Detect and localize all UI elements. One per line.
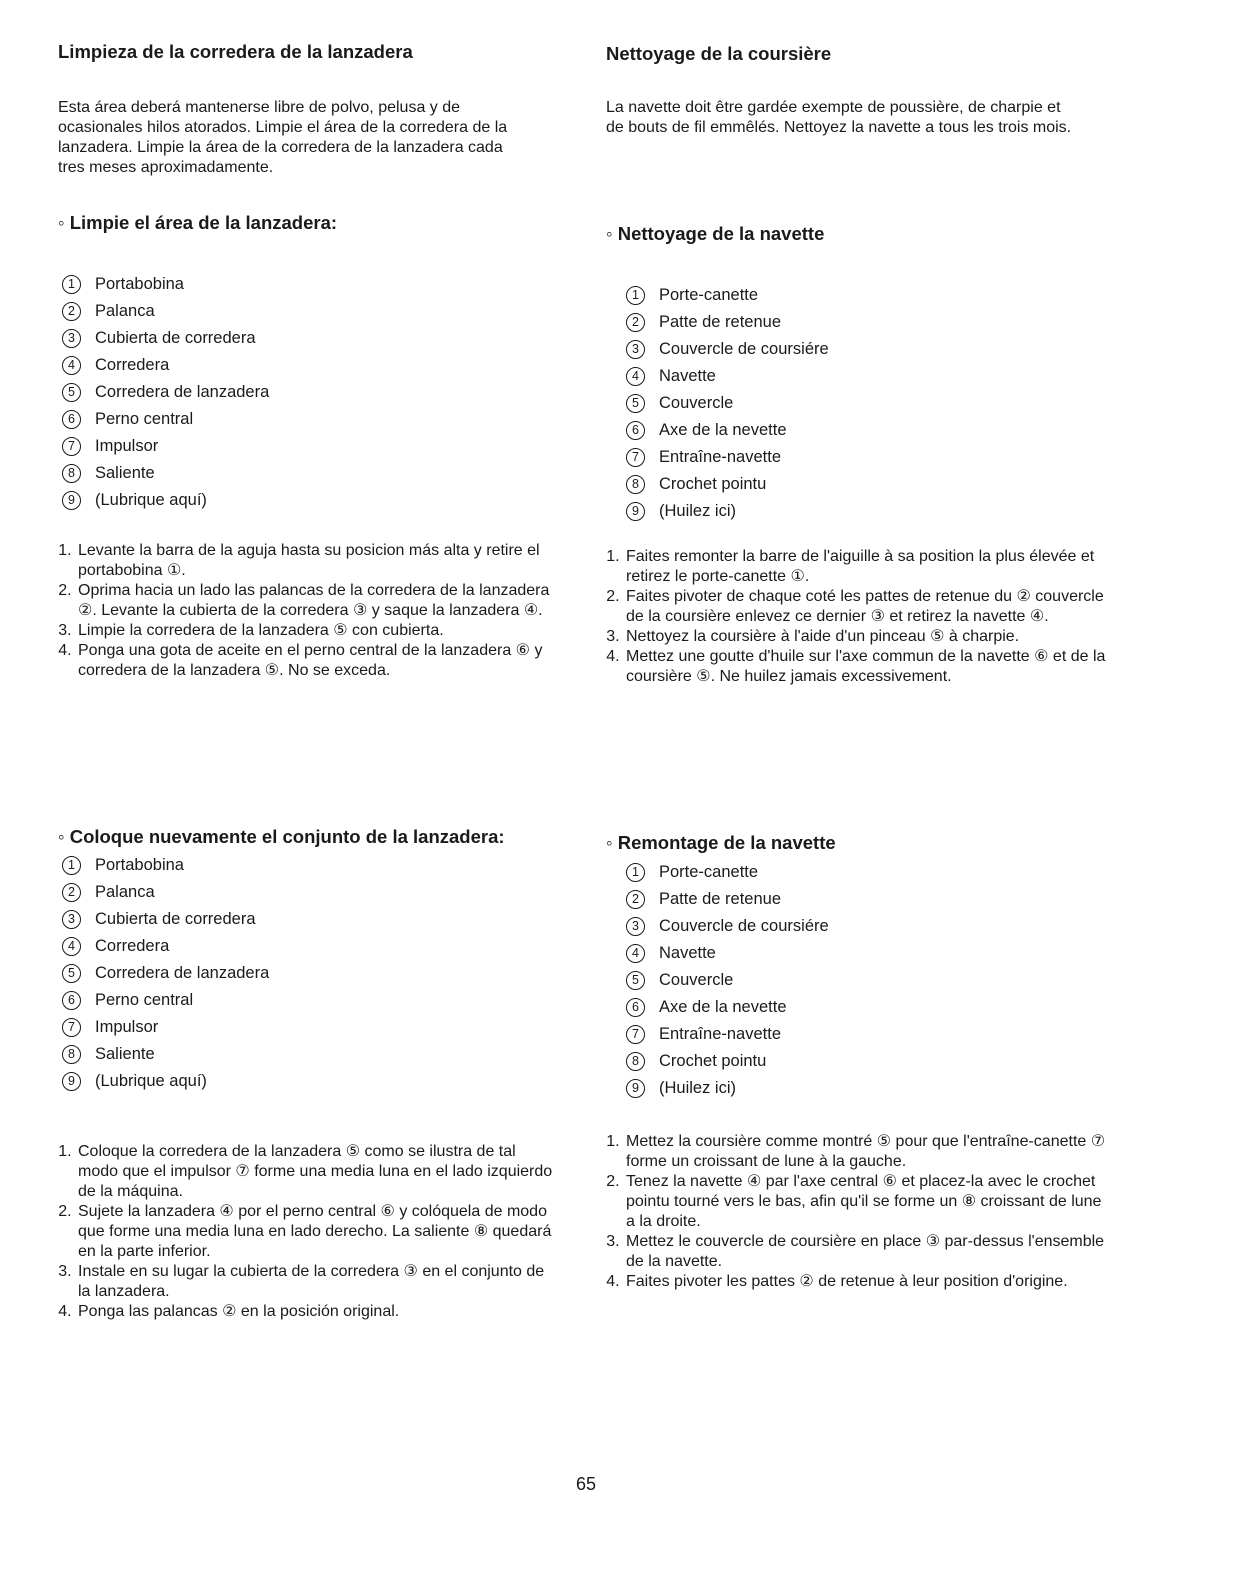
part-item bbox=[626, 913, 1162, 940]
circled-number-icon: 1 bbox=[62, 275, 81, 294]
clean-parts bbox=[622, 282, 1162, 525]
part-label: Crochet pointu bbox=[659, 475, 767, 493]
circled-number-icon: 9 bbox=[62, 491, 81, 510]
step-item: 2. Sujete la lanzadera ④ por el perno central ⑥ y colóquela de modo que forme una media luna en lado derecho. La saliente ⑧ quedará en la parte inferior. bbox=[76, 1202, 558, 1262]
part-label: Palanca bbox=[95, 883, 155, 901]
step-item: 4. Faites pivoter les pattes ② de retenue à leur position d'origine. bbox=[624, 1272, 1106, 1292]
circled-number-icon: 1 bbox=[62, 856, 81, 875]
circled-number-icon: 2 bbox=[62, 883, 81, 902]
part-label: Corredera de lanzadera bbox=[95, 964, 270, 982]
intro-paragraph: Esta área deberá mantenerse libre de polvo, pelusa y de ocasionales hilos atorados. Limpie el área de la corredera de la lanzadera. Limpie la área de la corredera de la lanzadera cada tres meses aproximadamente. bbox=[58, 99, 508, 176]
part-item bbox=[62, 1068, 618, 1095]
step-item: 2. Tenez la navette ④ par l'axe central ⑥ et placez-la avec le crochet pointu tourné vers le bas, afin qu'il se forme un ⑧ croissant de lune a la droite. bbox=[624, 1172, 1106, 1232]
intro-paragraph: La navette doit être gardée exempte de poussière, de charpie et de bouts de fil emmêlés. Nettoyez la navette a tous les trois mois. bbox=[606, 99, 1072, 136]
section-title bbox=[58, 40, 618, 64]
part-item bbox=[626, 390, 1162, 417]
part-item bbox=[62, 1041, 618, 1068]
circled-number-icon: 5 bbox=[626, 971, 645, 990]
bullet-icon: ◦ bbox=[58, 212, 70, 233]
steps-list bbox=[606, 547, 1106, 687]
heading-spanish: Limpieza de la corredera de la lanzadera bbox=[58, 41, 413, 62]
part-label: Palanca bbox=[95, 302, 155, 320]
part-item bbox=[62, 933, 618, 960]
circled-number-icon: 1 bbox=[626, 863, 645, 882]
part-item bbox=[62, 487, 618, 514]
reassemble-steps bbox=[58, 1142, 558, 1322]
circled-number-icon: 7 bbox=[626, 448, 645, 467]
part-item bbox=[626, 1048, 1162, 1075]
circled-number-icon: 6 bbox=[62, 410, 81, 429]
part-label: Couvercle de coursiére bbox=[659, 340, 829, 358]
part-label: Patte de retenue bbox=[659, 313, 782, 331]
part-item bbox=[626, 309, 1162, 336]
part-item bbox=[626, 994, 1162, 1021]
circled-number-icon: 7 bbox=[626, 1025, 645, 1044]
circled-number-icon: 8 bbox=[62, 464, 81, 483]
clean-steps bbox=[606, 547, 1106, 687]
clean-heading: Nettoyage de la navette bbox=[617, 223, 825, 244]
circled-number-icon: 7 bbox=[62, 437, 81, 456]
part-label: Corredera bbox=[95, 937, 170, 955]
step-item: 4. Mettez une goutte d'huile sur l'axe commun de la navette ⑥ et de la coursière ⑤. Ne huilez jamais excessivement. bbox=[624, 647, 1106, 687]
parts-list bbox=[58, 852, 618, 1095]
circled-number-icon: 5 bbox=[626, 394, 645, 413]
part-label: Cubierta de corredera bbox=[95, 329, 256, 347]
circled-number-icon: 2 bbox=[62, 302, 81, 321]
part-item bbox=[626, 363, 1162, 390]
part-item bbox=[62, 433, 618, 460]
step-item: 2. Oprima hacia un lado las palancas de la corredera de la lanzadera ②. Levante la cubierta de la corredera ③ y saque la lanzadera ④. bbox=[76, 581, 558, 621]
circled-number-icon: 6 bbox=[626, 998, 645, 1017]
parts-list bbox=[622, 282, 1162, 525]
part-item bbox=[62, 298, 618, 325]
part-item bbox=[626, 282, 1162, 309]
circled-number-icon: 8 bbox=[626, 475, 645, 494]
part-label: Saliente bbox=[95, 464, 155, 482]
steps-list bbox=[606, 1132, 1106, 1292]
heading-french: Nettoyage de la coursière bbox=[606, 43, 832, 64]
step-item: 3. Limpie la corredera de la lanzadera ⑤ con cubierta. bbox=[76, 621, 558, 641]
part-item bbox=[626, 471, 1162, 498]
part-item bbox=[62, 987, 618, 1014]
circled-number-icon: 2 bbox=[626, 313, 645, 332]
part-label: Porte-canette bbox=[659, 286, 759, 304]
part-label: Crochet pointu bbox=[659, 1052, 767, 1070]
part-item bbox=[626, 417, 1162, 444]
circled-number-icon: 8 bbox=[626, 1052, 645, 1071]
circled-number-icon: 3 bbox=[626, 917, 645, 936]
part-item bbox=[626, 444, 1162, 471]
circled-number-icon: 9 bbox=[62, 1072, 81, 1091]
part-item bbox=[626, 1021, 1162, 1048]
part-label: Cubierta de corredera bbox=[95, 910, 256, 928]
part-label: Axe de la nevette bbox=[659, 421, 787, 439]
step-item: 2. Faites pivoter de chaque coté les pattes de retenue du ② couvercle de la coursière enlevez ce dernier ③ et retirez la navette ④. bbox=[624, 587, 1106, 627]
part-label: Entraîne-navette bbox=[659, 1025, 781, 1043]
page-number: 65 bbox=[575, 1474, 597, 1494]
circled-number-icon: 8 bbox=[62, 1045, 81, 1064]
circled-number-icon: 4 bbox=[626, 367, 645, 386]
circled-number-icon: 1 bbox=[626, 286, 645, 305]
parts-list bbox=[622, 859, 1162, 1102]
part-item bbox=[62, 352, 618, 379]
circled-number-icon: 6 bbox=[626, 421, 645, 440]
part-item bbox=[626, 967, 1162, 994]
reassemble-parts bbox=[622, 859, 1162, 1102]
circled-number-icon: 5 bbox=[62, 383, 81, 402]
part-label: (Lubrique aquí) bbox=[95, 491, 207, 509]
part-label: Perno central bbox=[95, 991, 194, 1009]
circled-number-icon: 6 bbox=[62, 991, 81, 1010]
part-item bbox=[62, 271, 618, 298]
step-item: 3. Instale en su lugar la cubierta de la corredera ③ en el conjunto de la lanzadera. bbox=[76, 1262, 558, 1302]
part-item bbox=[626, 859, 1162, 886]
part-label: Couvercle de coursiére bbox=[659, 917, 829, 935]
part-label: Couvercle bbox=[659, 971, 734, 989]
part-label: Corredera bbox=[95, 356, 170, 374]
parts-list bbox=[58, 271, 618, 514]
steps-list bbox=[58, 1142, 558, 1322]
part-label: Portabobina bbox=[95, 856, 184, 874]
circled-number-icon: 4 bbox=[62, 356, 81, 375]
intro-block bbox=[58, 98, 528, 178]
circled-number-icon: 7 bbox=[62, 1018, 81, 1037]
part-item bbox=[62, 852, 618, 879]
step-item: 3. Nettoyez la coursière à l'aide d'un pinceau ⑤ à charpie. bbox=[624, 627, 1106, 647]
part-item bbox=[626, 1075, 1162, 1102]
part-label: Impulsor bbox=[95, 1018, 159, 1036]
clean-subheading bbox=[58, 211, 618, 235]
clean-heading: Limpie el área de la lanzadera: bbox=[69, 212, 338, 233]
section-title bbox=[606, 42, 1146, 66]
part-label: Saliente bbox=[95, 1045, 155, 1063]
clean-steps bbox=[58, 541, 558, 681]
part-item bbox=[62, 906, 618, 933]
circled-number-icon: 2 bbox=[626, 890, 645, 909]
part-label: Portabobina bbox=[95, 275, 184, 293]
circled-number-icon: 4 bbox=[62, 937, 81, 956]
step-item: 4. Ponga las palancas ② en la posición original. bbox=[76, 1302, 558, 1322]
circled-number-icon: 9 bbox=[626, 502, 645, 521]
reassemble-subheading bbox=[58, 825, 618, 849]
part-label: Patte de retenue bbox=[659, 890, 782, 908]
part-item bbox=[62, 325, 618, 352]
circled-number-icon: 5 bbox=[62, 964, 81, 983]
circled-number-icon: 3 bbox=[626, 340, 645, 359]
part-item bbox=[626, 336, 1162, 363]
part-label: Navette bbox=[659, 367, 716, 385]
clean-parts bbox=[58, 271, 618, 514]
part-item bbox=[626, 940, 1162, 967]
part-item bbox=[62, 960, 618, 987]
circled-number-icon: 9 bbox=[626, 1079, 645, 1098]
reassemble-subheading bbox=[606, 831, 1146, 855]
part-label: (Huilez ici) bbox=[659, 502, 737, 520]
step-item: 4. Ponga una gota de aceite en el perno central de la lanzadera ⑥ y corredera de la lanzadera ⑤. No se exceda. bbox=[76, 641, 558, 681]
reassemble-parts bbox=[58, 852, 618, 1095]
step-item: 3. Mettez le couvercle de coursière en place ③ par-dessus l'ensemble de la navette. bbox=[624, 1232, 1106, 1272]
steps-list bbox=[58, 541, 558, 681]
circled-number-icon: 4 bbox=[626, 944, 645, 963]
bullet-icon: ◦ bbox=[606, 223, 618, 244]
part-label: (Lubrique aquí) bbox=[95, 1072, 207, 1090]
part-label: (Huilez ici) bbox=[659, 1079, 737, 1097]
clean-subheading bbox=[606, 222, 1146, 246]
part-label: Couvercle bbox=[659, 394, 734, 412]
reassemble-heading: Coloque nuevamente el conjunto de la lanzadera: bbox=[69, 826, 505, 847]
part-item bbox=[626, 886, 1162, 913]
reassemble-heading: Remontage de la navette bbox=[617, 832, 836, 853]
circled-number-icon: 3 bbox=[62, 910, 81, 929]
intro-block bbox=[606, 98, 1076, 138]
part-label: Navette bbox=[659, 944, 716, 962]
part-item bbox=[626, 498, 1162, 525]
part-label: Entraîne-navette bbox=[659, 448, 781, 466]
step-item: 1. Mettez la coursière comme montré ⑤ pour que l'entraîne-canette ⑦ forme un croissant de lune à la gauche. bbox=[624, 1132, 1106, 1172]
part-item bbox=[62, 460, 618, 487]
step-item: 1. Faites remonter la barre de l'aiguille à sa position la plus élevée et retirez le porte-canette ①. bbox=[624, 547, 1106, 587]
part-item bbox=[62, 406, 618, 433]
part-item bbox=[62, 879, 618, 906]
circled-number-icon: 3 bbox=[62, 329, 81, 348]
bullet-icon: ◦ bbox=[58, 826, 70, 847]
step-item: 1. Coloque la corredera de la lanzadera ⑤ como se ilustra de tal modo que el impulsor ⑦ forme una media luna en el lado izquierdo de la máquina. bbox=[76, 1142, 558, 1202]
part-label: Impulsor bbox=[95, 437, 159, 455]
bullet-icon: ◦ bbox=[606, 832, 618, 853]
step-item: 1. Levante la barra de la aguja hasta su posicion más alta y retire el portabobina ①. bbox=[76, 541, 558, 581]
part-label: Porte-canette bbox=[659, 863, 759, 881]
part-item bbox=[62, 1014, 618, 1041]
reassemble-steps bbox=[606, 1132, 1106, 1292]
part-item bbox=[62, 379, 618, 406]
part-label: Perno central bbox=[95, 410, 194, 428]
part-label: Axe de la nevette bbox=[659, 998, 787, 1016]
part-label: Corredera de lanzadera bbox=[95, 383, 270, 401]
